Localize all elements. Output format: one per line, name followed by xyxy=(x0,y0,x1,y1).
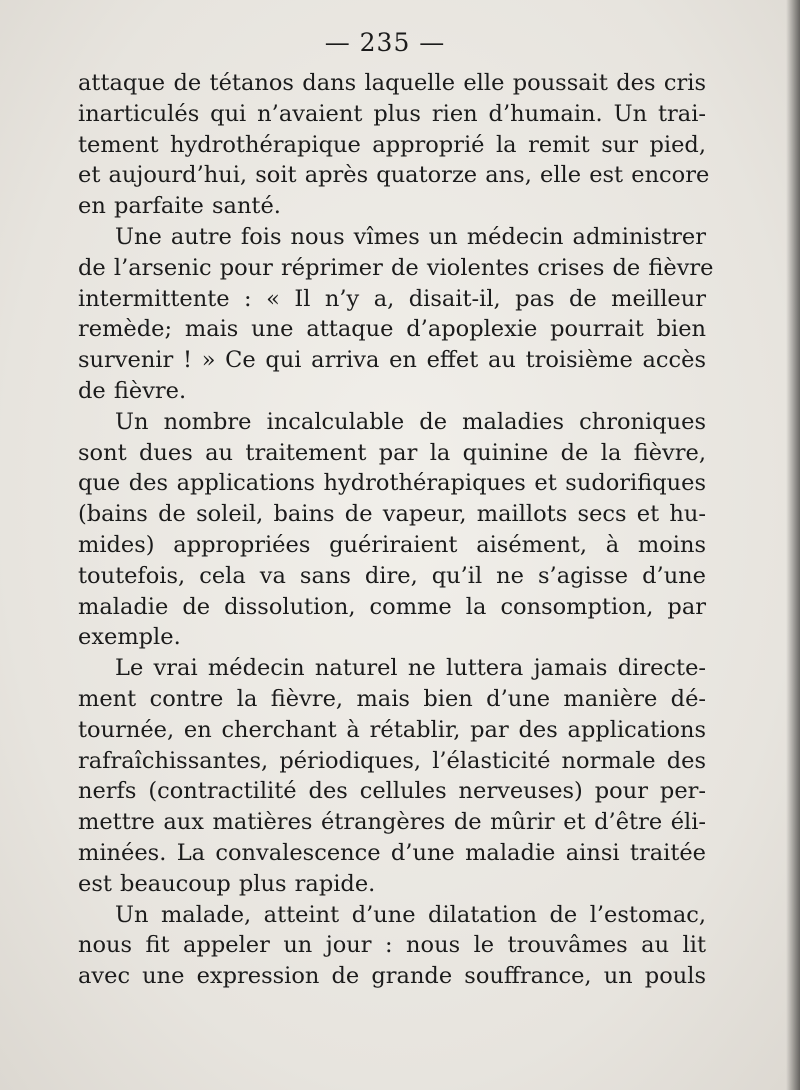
text-line: Une autre fois nous vîmes un médecin administrer xyxy=(115,223,706,250)
text-line: ment contre la fièvre, mais bien d’une manière dé- xyxy=(78,685,706,712)
text-line: de fièvre. xyxy=(78,377,187,404)
text-line: mides) appropriées guériraient aisément, à moins xyxy=(78,531,706,558)
page-number: — 235 — xyxy=(324,28,446,57)
text-line: remède; mais une attaque d’apoplexie pourrait bien xyxy=(78,316,706,343)
text-line: tournée, en cherchant à rétablir, par des applications xyxy=(78,716,706,743)
text-line: avec une expression de grande souffrance, un pouls xyxy=(78,963,706,990)
text-line: rafraîchissantes, périodiques, l’élasticité normale des xyxy=(78,747,706,774)
text-line: attaque de tétanos dans laquelle elle poussait des cris xyxy=(78,70,706,96)
text-line: inarticulés qui n’avaient plus rien d’humain. Un trai- xyxy=(78,100,706,127)
text-line: survenir ! » Ce qui arriva en effet au troisième accès xyxy=(78,347,706,374)
text-line: nerfs (contractilité des cellules nerveuses) pour per- xyxy=(78,778,706,805)
body-text xyxy=(78,68,714,992)
text-line: sont dues au traitement par la quinine de la fièvre, xyxy=(78,439,706,466)
text-line: toutefois, cela va sans dire, qu’il ne s’agisse d’une xyxy=(78,562,706,589)
text-line: maladie de dissolution, comme la consomption, par xyxy=(78,593,706,620)
text-line: en parfaite santé. xyxy=(78,193,281,220)
text-line: minées. La convalescence d’une maladie ainsi traitée xyxy=(78,839,706,866)
text-line: (bains de soleil, bains de vapeur, maillots secs et hu- xyxy=(78,501,706,528)
text-line: est beaucoup plus rapide. xyxy=(78,870,376,897)
text-line: tement hydrothérapique approprié la remit sur pied, xyxy=(78,131,706,158)
text-line: intermittente : « Il n’y a, disait-il, pas de meilleur xyxy=(78,285,706,312)
page-edge-shadow xyxy=(786,0,800,1090)
text-line: et aujourd’hui, soit après quatorze ans, elle est encore xyxy=(78,162,710,189)
text-line: Un malade, atteint d’une dilatation de l’estomac, xyxy=(115,901,706,928)
text-line: Un nombre incalculable de maladies chroniques xyxy=(115,408,706,435)
text-line: exemple. xyxy=(78,624,181,651)
text-line: nous fit appeler un jour : nous le trouvâmes au lit xyxy=(78,932,706,959)
text-line: de l’arsenic pour réprimer de violentes crises de fièvre xyxy=(78,254,714,281)
text-line: que des applications hydrothérapiques et sudorifiques xyxy=(78,470,706,497)
text-line: Le vrai médecin naturel ne luttera jamais directe- xyxy=(115,655,706,682)
text-line: mettre aux matières étrangères de mûrir et d’être éli- xyxy=(78,809,706,836)
